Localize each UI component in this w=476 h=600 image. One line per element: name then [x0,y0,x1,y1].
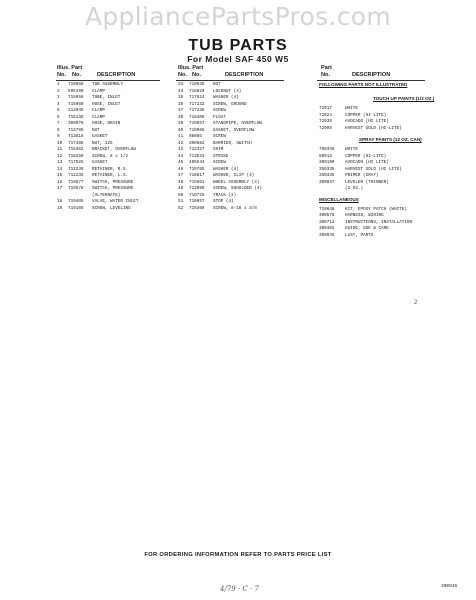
col1-part-no-header: No. [72,72,82,78]
table-row: 7 300076 HOSE, DRAIN [57,121,121,126]
table-row: 11 715362 BRACKET, OVERFLOW [57,147,136,152]
col3-header-rule [317,80,425,81]
table-row: 41 98086 SCREW [178,134,226,139]
col3-no-header: No. [321,72,331,78]
table-row: 17 719578 SWITCH, PRESSURE [57,186,134,191]
watermark: AppliancePartsPros.com [84,2,392,31]
table-row: 42 300682 BARRIER, SWITCH [178,140,252,146]
table-row: 5 212045 CLAMP [57,108,105,113]
table-row: 4 715960 HOSE, INLET [57,101,121,107]
model-subtitle: For Model SAF 450 W5 [187,54,289,64]
table-row: 37 717236 SCREW [178,108,226,113]
list-item: 72024 COPPER (HI LITE) [319,112,387,118]
table-row: 3 715958 TUBE, INLET [57,95,121,100]
table-row: 40 719966 GASKET, OVERFLOW [178,127,255,133]
col3-description-header: DESCRIPTION [352,72,391,78]
touchup-paints-heading: TOUCH UP PAINTS (1/2 OZ.) [373,96,435,101]
col2-parts-list [178,82,262,212]
list-item: 300945 LIST, PARTS [319,232,374,238]
col2-no-header: No. [178,72,188,78]
spray-paints-heading: SPRAY PAINTS (12 OZ. CAN) [359,137,422,142]
col3-parts-list [319,82,434,239]
list-item: 72035 AVOCADO (HI LITE) [319,119,389,124]
list-item: 300578 HARNESS, WIRING [319,213,384,218]
table-row: 51 710057 STOP (4) [178,199,234,204]
col2-illus-part-header: Illus. Part [178,65,204,71]
page-title: TUB PARTS [188,37,288,54]
table-row: 10 717488 NUT, 125 [57,140,113,146]
ordering-info-footer: FOR ORDERING INFORMATION REFER TO PARTS PRICE LIST [144,552,332,558]
list-item: 350336 PRIMER (GRAY) [319,173,379,178]
table-row: 12 718250 SCREW, 8 x 1/2 [57,153,129,159]
list-item: 72095 HARVEST GOLD (HI-LITE) [319,125,402,131]
list-item: 350335 HARVEST GOLD (HI LITE) [319,166,402,172]
table-row: 45 405534 SCREW [178,160,226,165]
table-row: 33 719035 NUT [178,82,221,87]
list-item: 80913 COPPER (HI-LITE) [319,153,387,159]
table-row: 2 596490 CLAMP [57,88,105,94]
table-row: 35 717624 WASHER (4) [178,95,239,100]
list-item: (2 OZ.) [345,186,364,191]
table-row: 1 719068 TUB ASSEMBLY [57,82,123,87]
table-row: 36 717232 SCREW, GROUND [178,101,247,107]
list-item: 300190 AVOCADO (HI LITE) [319,160,389,165]
table-row: 16 719577 SWITCH, PRESSURE [57,179,134,185]
col2-part-no-header: No. [192,72,202,78]
table-row: 50 719725 TRACK (2) [178,192,237,198]
table-row: 43 712327 SHIM [178,147,224,152]
col2-description-header: DESCRIPTION [225,72,264,78]
col1-description-header: DESCRIPTION [97,72,136,78]
table-row: 18 719405 VALVE, WATER INLET [57,199,139,204]
list-item: 790345 WHITE [319,147,358,152]
table-row: 44 713533 STRIKE [178,153,229,159]
table-row: 9 713818 GASKET [57,134,108,139]
table-row: 52 719366 SCREW, 8-18 x 3/8 [178,205,257,211]
table-row: 38 718406 FLOAT [178,114,226,120]
col1-illus-part-header: Illus. Part [57,65,83,71]
table-row: 15 712235 RETAINER, L.S. [57,173,129,178]
col2-header-rule [176,80,284,81]
not-illustrated-heading: FOLLOWING PARTS NOT ILLUSTRATED [319,82,408,87]
list-item: 72017 WHITE [319,106,358,111]
page-code: 300945 [441,584,458,589]
miscellaneous-heading: MISCELLANEOUS [319,196,359,202]
table-row: (ALTERNATE) [92,192,121,198]
col1-header-rule [56,80,160,81]
list-item: 719648 KIT, EPOXY PATCH (WHITE) [319,206,407,212]
col1-parts-list [57,82,138,212]
table-row: 49 713099 SCREW, SHOULDER (4) [178,186,262,191]
col1-no-header: No. [57,72,67,78]
table-row: 14 712236 RETAINER, R.S. [57,166,129,172]
table-row: 6 716138 CLAMP [57,114,105,120]
table-row: 34 718029 LOCKNUT (4) [178,88,242,94]
table-row: 8 713799 NUT [57,127,100,133]
list-item: 300947 LEVELER (THINNER) [319,179,389,185]
table-row: 46 719765 WASHER (4) [178,166,239,172]
col3-part-header: Part [321,65,332,71]
list-item: 300712 INSTRUCTIONS, INSTALLATION [319,219,413,225]
table-row: 48 715661 WHEEL ASSEMBLY (4) [178,179,260,185]
table-row: 19 719168 SCREW, LEVELING [57,205,131,211]
table-row: 13 717025 GASKET [57,160,108,165]
table-row: 47 716817 WASHER, CLIP (4) [178,173,255,178]
table-row: 39 719957 STANDPIPE, OVERFLOW [178,121,262,126]
margin-mark: 2 [414,300,418,306]
handwritten-note: 4/79 · C · 7 [220,585,259,593]
list-item: 300402 GUIDE, USE & CARE [319,226,389,231]
